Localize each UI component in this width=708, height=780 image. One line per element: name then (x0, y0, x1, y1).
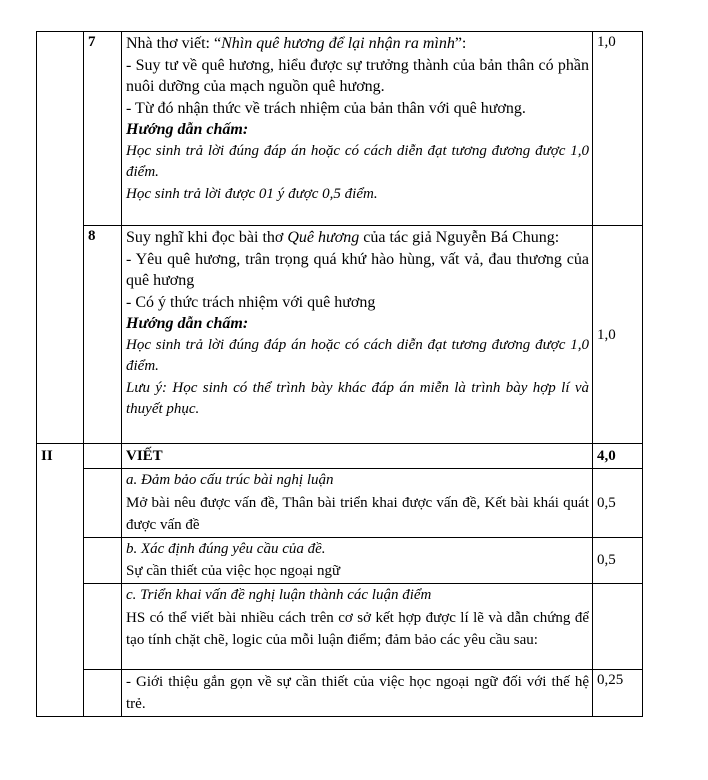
answer-key-page (36, 31, 643, 717)
table-row-q8 (37, 226, 643, 444)
score-cell (593, 32, 643, 226)
answer-content (126, 227, 589, 421)
section-cell (37, 444, 84, 717)
intro-suffix: ”: (454, 35, 467, 52)
score-cell (593, 584, 643, 670)
grading-guide-text: Học sinh trả lời được 01 ý được 0,5 điểm. (126, 185, 378, 202)
answer-point: - Yêu quê hương, trân trọng quá khứ hào hùng, vất vả, đau thương của quê hương (126, 250, 589, 289)
score-cell (593, 444, 643, 469)
section-title-cell (122, 444, 593, 469)
grading-guide-text: Học sinh trả lời đúng đáp án hoặc có cách diễn đạt tương đương được 1,0 điểm. (126, 142, 589, 180)
score-cell (593, 670, 643, 717)
intro-prefix: Suy nghĩ khi đọc bài thơ (126, 229, 288, 246)
criterion-heading: b. Xác định đúng yêu cầu của đề. (126, 540, 326, 557)
score-value: 0,25 (597, 672, 624, 688)
question-number-text: 8 (88, 228, 96, 244)
criterion-heading: a. Đảm bảo cấu trúc bài nghị luận (126, 472, 334, 488)
answer-point: - Có ý thức trách nhiệm với quê hương (126, 293, 376, 311)
question-number (84, 226, 122, 444)
intro-suffix: của tác giả Nguyễn Bá Chung: (359, 229, 560, 246)
answer-point: - Từ đó nhận thức về trách nhiệm của bản thân với quê hương. (126, 99, 526, 117)
answer-content (126, 33, 589, 205)
criterion-text: Sự cần thiết của việc học ngoại ngữ (126, 563, 341, 579)
section-score: 4,0 (597, 448, 616, 464)
poem-title: Quê hương (287, 229, 360, 246)
intro-prefix: Nhà thơ viết: “ (126, 35, 222, 52)
question-number (84, 32, 122, 226)
table-row-criterion-b (37, 537, 643, 584)
criterion-cell (122, 670, 593, 717)
criterion-cell (122, 537, 593, 584)
criterion-cell (122, 469, 593, 538)
answer-point: - Suy tư về quê hương, hiểu được sự trưởng thành của bản thân có phần nuôi dưỡng của mạch nguồn quê hương. (126, 56, 589, 95)
section-cell (37, 32, 84, 444)
question-number (84, 469, 122, 538)
grading-guide-title: Hướng dẫn chấm: (126, 121, 249, 138)
table-row-criterion-c (37, 584, 643, 670)
question-number (84, 670, 122, 717)
score-value: 0,5 (597, 494, 616, 511)
table-row-criterion-c1 (37, 670, 643, 717)
score-value: 1,0 (597, 34, 616, 50)
table-row-criterion-a (37, 469, 643, 538)
criterion-heading: c. Triển khai vấn đề nghị luận thành các luận điểm (126, 587, 432, 603)
question-number (84, 584, 122, 670)
grading-guide-title: Hướng dẫn chấm: (126, 315, 249, 332)
question-number-text: 7 (88, 34, 96, 50)
score-value: 1,0 (597, 326, 616, 343)
table-row-q7 (37, 32, 643, 226)
score-value: 0,5 (597, 552, 616, 569)
section-title: VIẾT (126, 448, 163, 464)
answer-cell (122, 32, 593, 226)
grading-guide-text: Lưu ý: Học sinh có thể trình bày khác đáp án miễn là trình bày hợp lí và thuyết phục. (126, 379, 589, 417)
section-roman-numeral: II (41, 448, 53, 464)
answer-intro (126, 33, 589, 55)
quoted-verse: Nhìn quê hương để lại nhận ra mình (221, 35, 455, 52)
criterion-cell (122, 584, 593, 670)
criterion-text: HS có thể viết bài nhiều cách trên cơ sở kết hợp được lí lẽ và dẫn chứng để tạo tính chặt chẽ, logic của mỗi luận điểm; đảm bảo các yêu cầu sau: (126, 609, 589, 648)
score-cell (593, 469, 643, 538)
question-number (84, 537, 122, 584)
table-row-section-ii (37, 444, 643, 469)
answer-cell (122, 226, 593, 444)
criterion-text: - Giới thiệu gắn gọn về sự cần thiết của việc học ngoại ngữ đối với thế hệ trẻ. (126, 674, 589, 712)
question-number (84, 444, 122, 469)
criterion-text: Mở bài nêu được vấn đề, Thân bài triển khai được vấn đề, Kết bài khái quát được vấn đề (126, 494, 589, 533)
answer-intro (126, 227, 589, 249)
scoring-table (36, 31, 643, 717)
grading-guide-text: Học sinh trả lời đúng đáp án hoặc có cách diễn đạt tương đương được 1,0 điểm. (126, 336, 589, 374)
score-cell (593, 537, 643, 584)
score-cell (593, 226, 643, 444)
